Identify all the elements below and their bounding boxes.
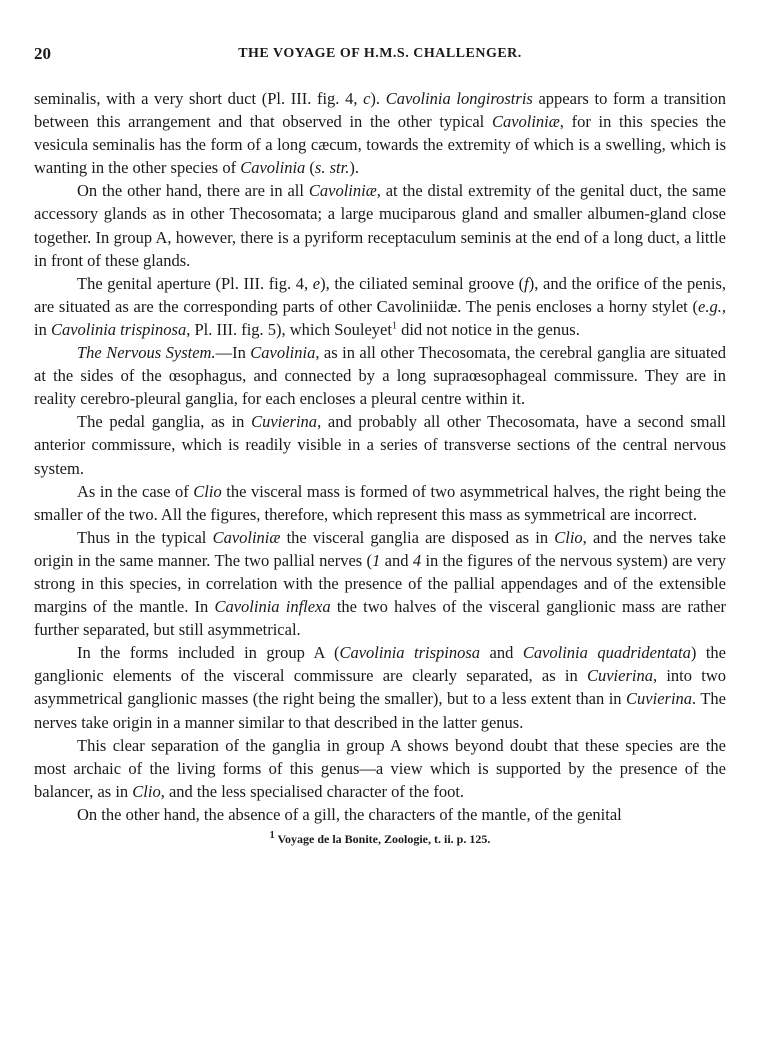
text-run: . The nerves take origin in a manner similar to that described in the latter genus. (34, 689, 727, 732)
italic-text: 4 (412, 550, 422, 570)
text-run: , at the distal extremity of the genital duct, the same accessory glands as in other Thecosomata; a large muciparous gland and smaller albumen-gland close together. In group A, however, there is a pyriform receptaculum seminis at the end of a long duct, a little in front of these glands. (34, 181, 726, 270)
text-run: , and probably all other Thecosomata, have a second small anterior commissure, which is readily visible in a series of transverse sections of the central nervous system. (34, 412, 726, 478)
text-run: and (480, 643, 523, 663)
italic-text: Cavolinia trispinosa (50, 319, 187, 339)
italic-text: The Nervous System. (77, 343, 216, 363)
italic-text: Cavoliniæ (491, 112, 560, 132)
paragraph (34, 526, 726, 641)
footnote (34, 832, 726, 847)
italic-text: Cavoliniæ (308, 181, 377, 201)
italic-text: Clio (132, 781, 161, 801)
paragraph (34, 803, 726, 826)
text-run: seminalis, with a very short duct (Pl. III. fig. 4, (34, 89, 364, 108)
italic-text: Clio (193, 481, 222, 501)
italic-text: Cuvierina (586, 666, 653, 686)
body-text (34, 87, 726, 826)
text-run: the visceral mass is formed of two asymmetrical halves, the right being the smaller of the two. All the figures, therefore, which represent this mass as symmetrical are incorrect. (34, 481, 726, 524)
text-run: , as in all other Thecosomata, the cerebral ganglia are situated at the sides of the œsophagus, and connected by a long supraœsophageal commissure. They are in reality cerebro-pleural ganglia, for each encloses a pleural centre within it. (34, 343, 726, 409)
italic-text: Cavoliniæ (212, 527, 281, 547)
text-run: in the figures of the nervous system) are very strong in this species, in correlation with the presence of the pallial appendages and of the extensible margins of the mantle. In (34, 550, 726, 617)
text-run: On the other hand, the absence of a gill, the characters of the mantle, of the genital (77, 804, 622, 824)
italic-text: Cavolinia trispinosa (339, 643, 481, 663)
italic-text: Cavolinia inflexa (214, 597, 331, 617)
text-run: ). (349, 158, 359, 178)
text-run: On the other hand, there are in all (77, 181, 309, 201)
paragraph (34, 480, 726, 526)
text-run: , for in this species the vesicula seminalis has the form of a long cæcum, towards the extremity of which is a swelling, which is wanting in the other species of (34, 112, 726, 178)
text-run: did not notice in the genus. (396, 319, 580, 339)
text-run: , in (34, 296, 726, 339)
italic-text: Cuvierina (251, 412, 318, 432)
italic-text: 1 (372, 550, 381, 570)
text-run: the visceral ganglia are disposed as in (280, 527, 555, 547)
footnote-marker: 1 (269, 830, 275, 841)
book-page (34, 0, 726, 847)
text-run: , into two asymmetrical ganglionic masses (the right being the smaller), but to a less extent than in (34, 666, 727, 709)
text-run: ( (305, 158, 315, 178)
paragraph (34, 272, 726, 341)
italic-text: Cuvierina (626, 689, 693, 709)
running-title: THE VOYAGE OF H.M.S. CHALLENGER. (238, 46, 522, 61)
paragraph (34, 341, 726, 410)
text-run: The pedal ganglia, as in (77, 412, 252, 432)
italic-text: e (312, 273, 321, 293)
text-run: , and the less specialised character of the foot. (160, 781, 465, 801)
paragraph (34, 87, 726, 179)
paragraph (34, 641, 726, 733)
page-header (34, 44, 726, 74)
text-run: ), the ciliated seminal groove ( (320, 273, 525, 293)
text-run: Thus in the typical (77, 527, 213, 547)
italic-text: Cavolinia quadridentata (522, 643, 691, 663)
text-run: , and the nerves take origin in the same manner. The two pallial nerves ( (34, 527, 726, 570)
italic-text: e.g. (698, 296, 722, 316)
italic-text: s. str. (314, 158, 350, 178)
italic-text: Cavolinia (240, 158, 306, 178)
text-run: As in the case of (77, 481, 194, 501)
text-run: ), and the orifice of the penis, are situated as are the corresponding parts of other Cavoliniidæ. The penis encloses a horny stylet ( (34, 273, 727, 316)
text-run: appears to form a transition between this arrangement and that observed in the other typical (34, 89, 726, 132)
italic-text: c (363, 89, 371, 108)
text-run: ) the ganglionic elements of the visceral commissure are clearly separated, as in (34, 643, 726, 686)
paragraph (34, 410, 726, 479)
page-number: 20 (34, 44, 51, 63)
text-run: —In (215, 343, 251, 363)
text-run: The genital aperture (Pl. III. fig. 4, (77, 273, 313, 293)
italic-text: f (524, 273, 529, 293)
text-run: This clear separation of the ganglia in group A shows beyond doubt that these species are the most archaic of the living forms of this genus—a view which is supported by the presence of the balancer, as in (34, 735, 726, 801)
paragraph (34, 734, 726, 803)
text-run: In the forms included in group A ( (77, 643, 340, 663)
paragraph (34, 179, 726, 271)
text-run: and (380, 550, 413, 570)
text-run: , Pl. III. fig. 5), which Souleyet (186, 319, 392, 339)
footnote-text: Voyage de la Bonite, Zoologie, t. ii. p. 125. (274, 832, 491, 846)
italic-text: Cavolinia longirostris (385, 89, 533, 108)
italic-text: Cavolinia (250, 343, 316, 363)
italic-text: Clio (554, 527, 583, 547)
text-run: the two halves of the visceral ganglionic mass are rather further separated, but still asymmetrical. (34, 597, 727, 640)
footnote-ref: 1 (391, 320, 397, 332)
text-run: ). (370, 89, 386, 108)
